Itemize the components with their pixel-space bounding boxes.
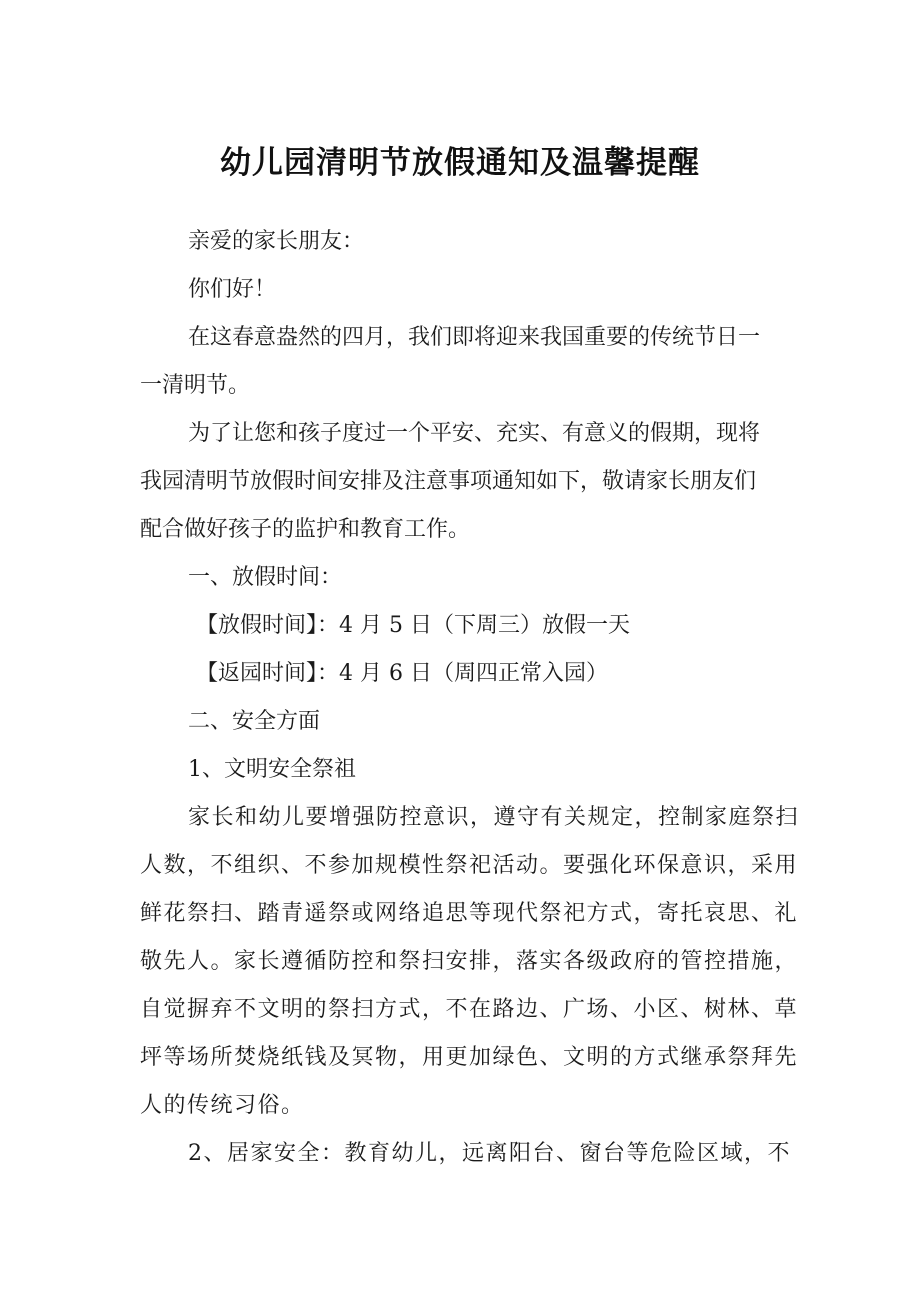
section-2-heading: 二、安全方面 — [188, 709, 321, 734]
holiday-time-line: 【放假时间】：4 月 5 日（下周三）放假一天 — [196, 613, 630, 638]
hello-line: 你们好！ — [188, 277, 277, 302]
intro-line-2: 一清明节。 — [140, 373, 251, 398]
greeting: 亲爱的家长朋友： — [188, 229, 365, 254]
intro-line-1: 在这春意盎然的四月，我们即将迎来我国重要的传统节日一 — [188, 325, 761, 350]
item-1-body-line-3: 鲜花祭扫、踏青遥祭或网络追思等现代祭祀方式，寄托哀思、礼 — [140, 901, 799, 926]
document-title: 幼儿园清明节放假通知及温馨提醒 — [220, 145, 700, 181]
item-1-body-line-6: 坪等场所焚烧纸钱及冥物，用更加绿色、文明的方式继承祭拜先 — [140, 1045, 799, 1070]
purpose-line-2: 我园清明节放假时间安排及注意事项通知如下，敬请家长朋友们 — [140, 469, 757, 494]
purpose-line-1: 为了让您和孩子度过一个平安、充实、有意义的假期，现将 — [188, 421, 761, 446]
item-1-body-line-7: 人的传统习俗。 — [140, 1093, 305, 1118]
item-1-body-line-2: 人数，不组织、不参加规模性祭祀活动。要强化环保意识，采用 — [140, 853, 799, 878]
section-1-heading: 一、放假时间： — [188, 565, 343, 590]
item-1-body-line-5: 自觉摒弃不文明的祭扫方式，不在路边、广场、小区、树林、草 — [140, 997, 799, 1022]
return-time-line: 【返园时间】：4 月 6 日（周四正常入园） — [196, 661, 608, 686]
item-1-body-line-4: 敬先人。家长遵循防控和祭扫安排，落实各级政府的管控措施， — [140, 949, 799, 974]
item-1-heading: 1、文明安全祭祖 — [188, 757, 356, 782]
item-2-line: 2、居家安全：教育幼儿，远离阳台、窗台等危险区域，不 — [188, 1141, 791, 1166]
item-1-body-line-1: 家长和幼儿要增强防控意识，遵守有关规定，控制家庭祭扫 — [188, 805, 800, 830]
purpose-line-3: 配合做好孩子的监护和教育工作。 — [140, 517, 471, 542]
